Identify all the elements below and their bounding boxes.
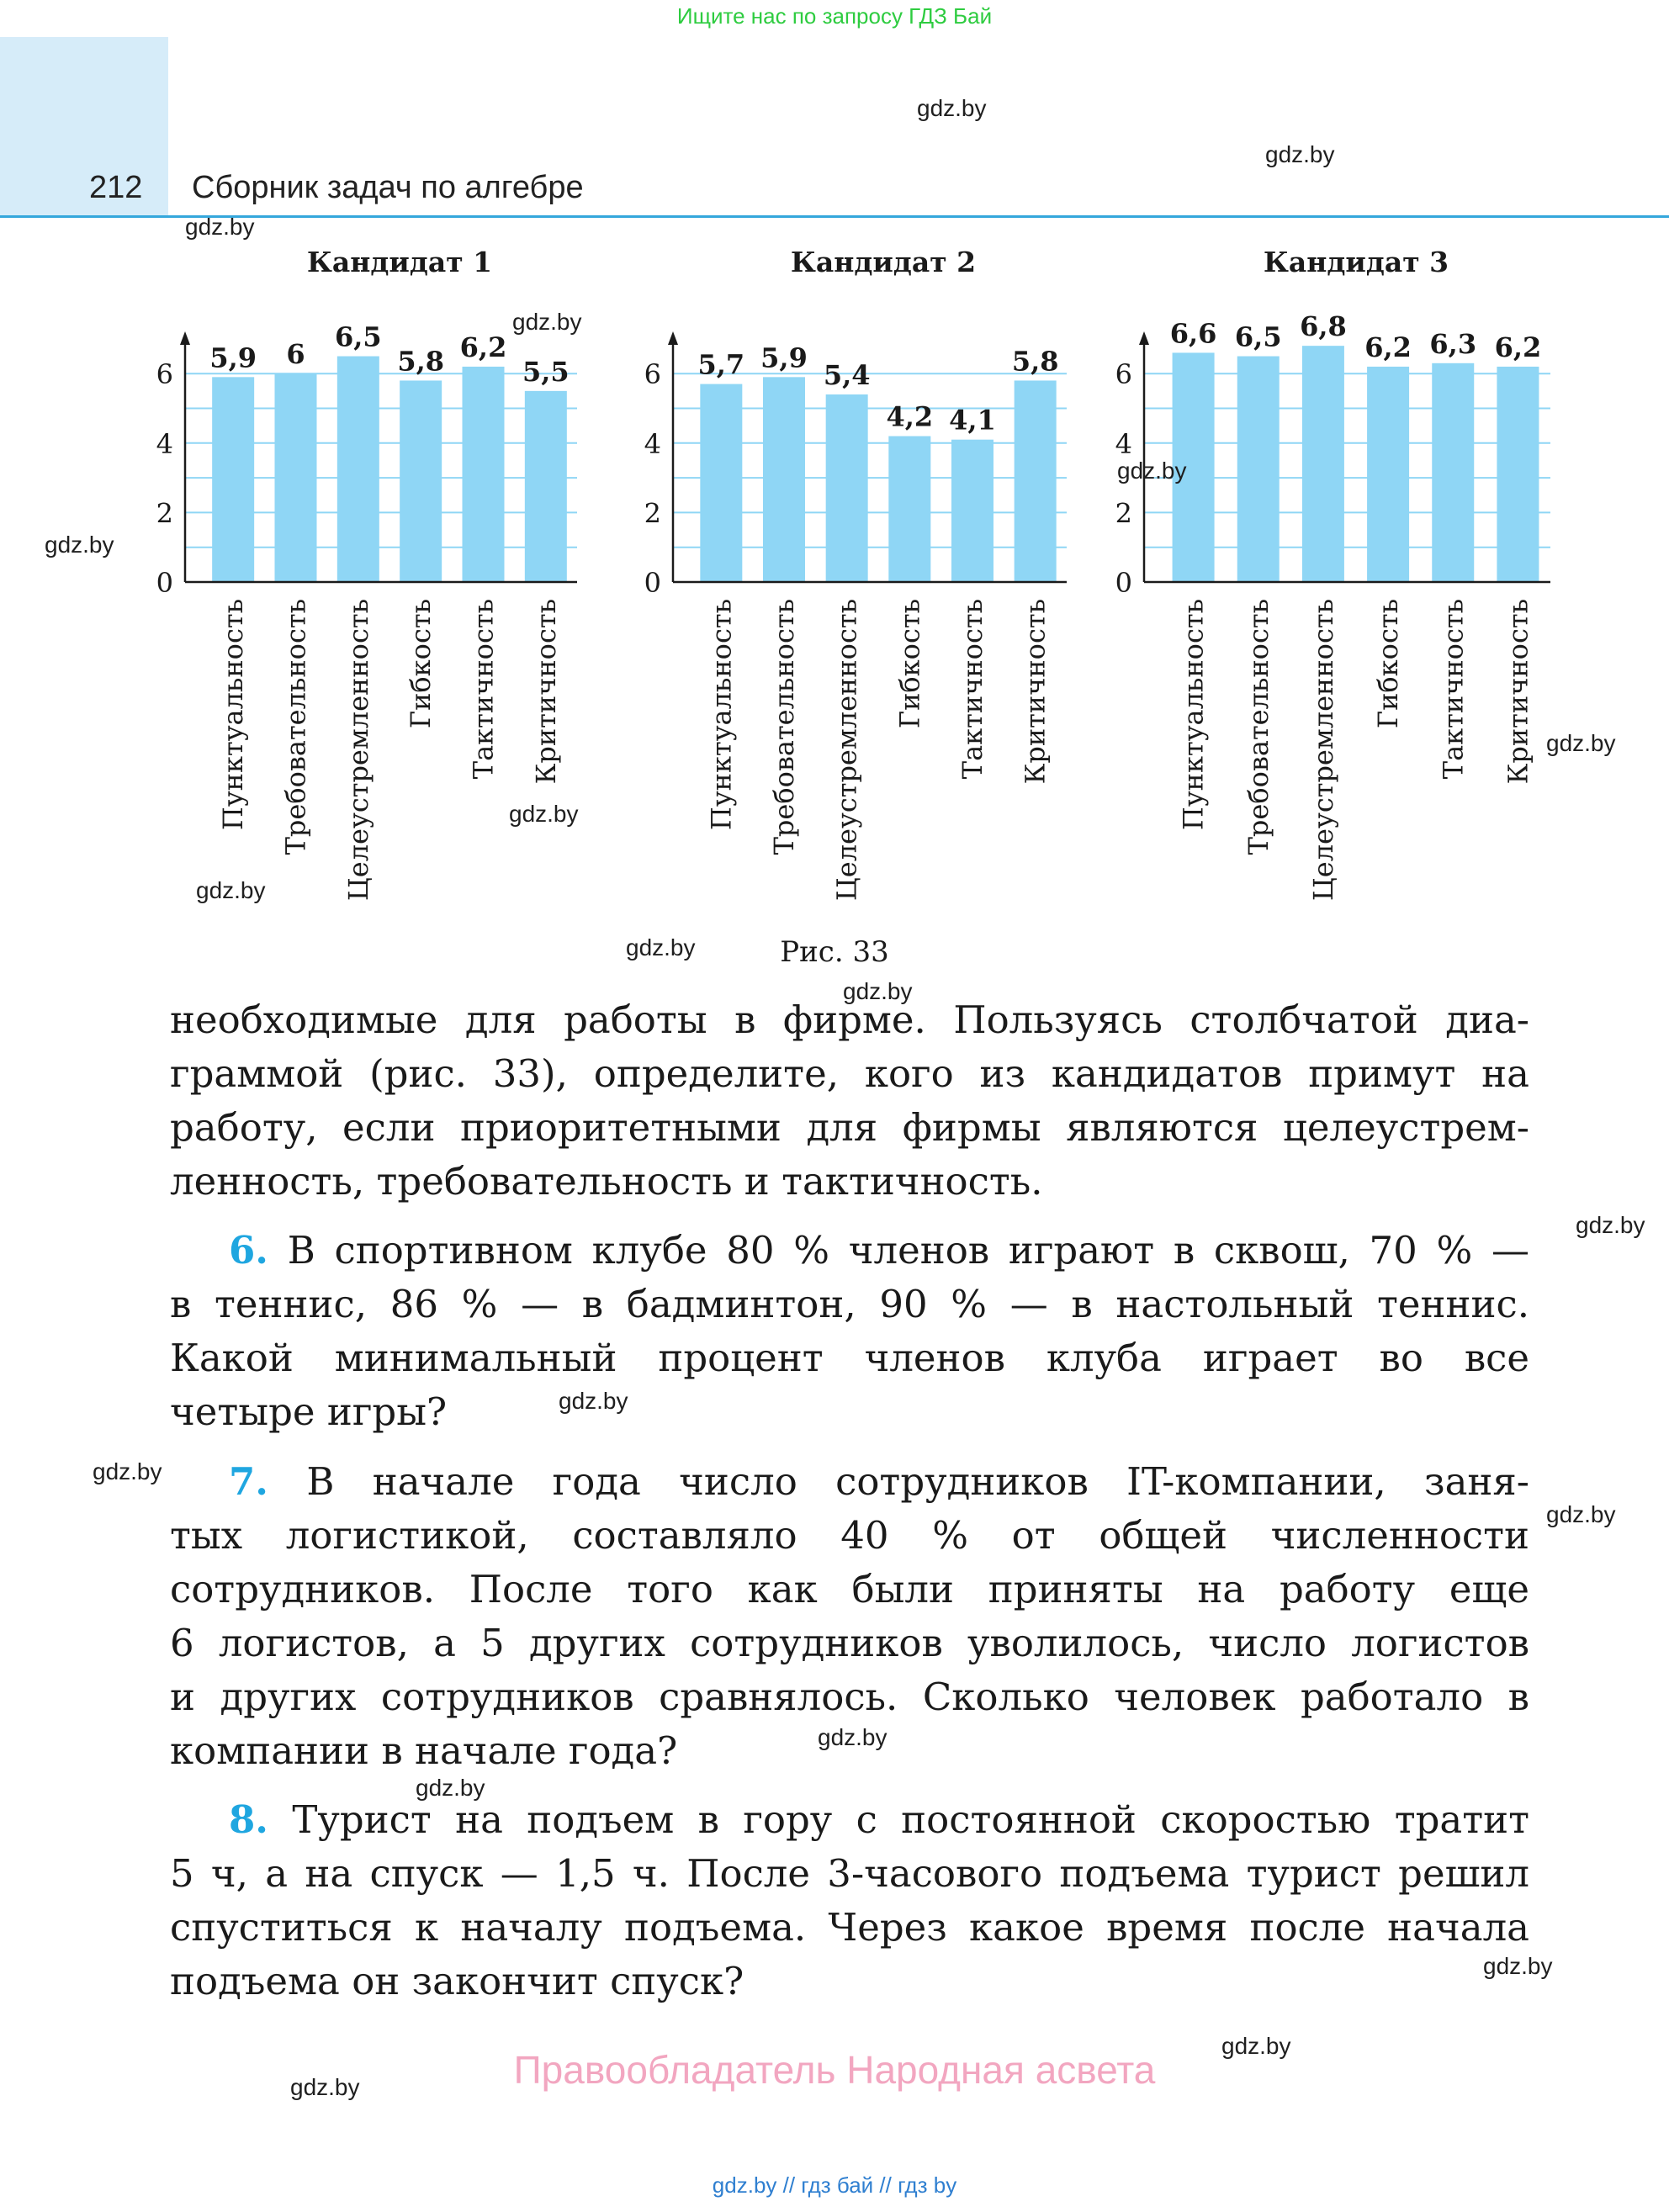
problem-6 xyxy=(170,1224,1529,1439)
figure-caption: Рис. 33 xyxy=(780,935,889,969)
bar-value-label: 6,3 xyxy=(1429,327,1477,360)
y-tick-label: 0 xyxy=(156,567,173,599)
bar xyxy=(1497,367,1539,582)
y-tick-label: 4 xyxy=(156,427,173,460)
category-label: Требовательность xyxy=(768,599,800,855)
bar-value-label: 5,9 xyxy=(760,341,808,374)
problem-text: В спортивном клубе 80 % членов играют в сквош, 70 % — xyxy=(287,1228,1529,1273)
bar-value-label: 4,1 xyxy=(949,404,996,437)
chart-title-2: Кандидат 2 xyxy=(790,246,977,278)
y-tick-label: 0 xyxy=(1115,567,1132,599)
problem-text: Турист на подъем в гору с постоянной скоростью тратит xyxy=(292,1797,1530,1842)
chart-candidate-3 xyxy=(1115,310,1550,901)
y-tick-label: 6 xyxy=(1115,358,1132,391)
watermark: gdz.by xyxy=(1546,1501,1616,1527)
bar xyxy=(1015,380,1057,582)
bar xyxy=(275,373,317,582)
bar xyxy=(1367,367,1409,582)
watermark: gdz.by xyxy=(45,532,114,558)
y-tick-label: 2 xyxy=(156,497,173,530)
category-label: Критичность xyxy=(529,599,562,785)
text-line: сотрудников. После того как были приняты на работу еще xyxy=(170,1567,1529,1611)
bar xyxy=(700,384,742,582)
bar-value-label: 6,8 xyxy=(1300,310,1347,343)
y-tick-label: 6 xyxy=(644,358,661,391)
y-axis-arrow xyxy=(180,331,190,345)
bar-value-label: 6,5 xyxy=(1234,320,1282,353)
watermark: gdz.by xyxy=(559,1388,628,1414)
problem-8 xyxy=(170,1793,1529,2008)
top-banner[interactable]: Ищите нас по запросу ГДЗ Бай xyxy=(676,3,993,29)
watermark: gdz.by xyxy=(290,2074,360,2100)
y-tick-label: 0 xyxy=(644,567,661,599)
watermark: gdz.by xyxy=(843,978,913,1004)
bar xyxy=(951,440,993,582)
problem-first-line xyxy=(170,1224,1529,1278)
text-line: работу, если приоритетными для фирмы являются целеустрем- xyxy=(170,1105,1529,1150)
watermark: gdz.by xyxy=(1483,1953,1553,1979)
y-tick-label: 4 xyxy=(1115,427,1132,460)
bar-value-label: 5,8 xyxy=(1011,345,1059,378)
text-line: подъема он закончит спуск? xyxy=(170,1959,744,2003)
text-line: Какой минимальный процент членов клуба играет во все xyxy=(170,1336,1529,1380)
watermark: gdz.by xyxy=(196,877,266,903)
watermark: gdz.by xyxy=(416,1775,485,1801)
problem-first-line xyxy=(170,1455,1529,1509)
bar xyxy=(763,377,805,582)
watermark: gdz.by xyxy=(1117,458,1187,484)
page-number: 212 xyxy=(89,170,143,205)
watermark: gdz.by xyxy=(626,934,696,960)
copyright-notice: Правообладатель Народная асвета xyxy=(513,2048,1156,2092)
watermark: gdz.by xyxy=(1576,1212,1645,1238)
watermark: gdz.by xyxy=(1221,2033,1291,2059)
category-label: Целеустремленность xyxy=(830,599,863,902)
category-label: Критичность xyxy=(1019,599,1052,785)
chart-title-3: Кандидат 3 xyxy=(1263,246,1449,278)
footer-links[interactable]: gdz.by // гдз бай // гдз by xyxy=(712,2172,957,2198)
chart-candidate-2 xyxy=(644,331,1067,901)
bar-value-label: 6 xyxy=(286,338,305,371)
problem-number: 7. xyxy=(229,1459,268,1504)
bar xyxy=(1302,346,1344,582)
problem-number: 8. xyxy=(229,1797,268,1842)
watermark: gdz.by xyxy=(93,1458,162,1484)
category-label: Гибкость xyxy=(1372,599,1405,729)
category-label: Пунктуальность xyxy=(705,598,738,831)
bar-value-label: 6,2 xyxy=(1364,331,1412,363)
text-line: в теннис, 86 % — в бадминтон, 90 % — в настольный теннис. xyxy=(170,1282,1529,1326)
category-label: Целеустремленность xyxy=(342,599,374,902)
text-line: ленность, требовательность и тактичность. xyxy=(170,1159,1043,1204)
bar-value-label: 5,8 xyxy=(397,345,445,378)
text-line: 5 ч, а на спуск — 1,5 ч. После 3-часового подъема турист решил xyxy=(170,1851,1529,1896)
bar-value-label: 5,7 xyxy=(697,348,745,381)
category-label: Требовательность xyxy=(1242,599,1274,855)
bar xyxy=(463,367,505,582)
category-label: Пунктуальность xyxy=(217,599,250,831)
bar-charts xyxy=(0,0,1669,925)
bar-value-label: 5,9 xyxy=(209,341,257,374)
category-label: Гибкость xyxy=(893,599,926,729)
bar-value-label: 5,5 xyxy=(522,355,570,388)
bar xyxy=(525,391,567,582)
y-tick-label: 6 xyxy=(156,358,173,391)
chart-title-1: Кандидат 1 xyxy=(306,246,493,278)
text-line: 6 логистов, а 5 других сотрудников уволилось, число логистов xyxy=(170,1621,1529,1665)
bar-value-label: 4,2 xyxy=(886,400,934,433)
bar xyxy=(1237,357,1280,582)
y-tick-label: 2 xyxy=(1115,497,1132,530)
problem-number: 6. xyxy=(229,1228,268,1273)
y-axis-arrow xyxy=(668,331,678,345)
bar-value-label: 6,6 xyxy=(1169,317,1217,350)
y-tick-label: 2 xyxy=(644,497,661,530)
bar xyxy=(826,394,868,582)
text-line: четыре игры? xyxy=(170,1389,448,1434)
watermark: gdz.by xyxy=(1265,141,1335,167)
text-line: граммой (рис. 33), определите, кого из кандидатов примут на xyxy=(170,1051,1529,1096)
y-axis-arrow xyxy=(1139,331,1149,345)
book-title: Сборник задач по алгебре xyxy=(192,170,584,205)
text-line: необходимые для работы в фирме. Пользуясь столбчатой диа- xyxy=(170,998,1529,1042)
category-label: Тактичность xyxy=(1437,599,1470,780)
bar xyxy=(1432,363,1474,582)
bar xyxy=(337,357,379,582)
category-label: Целеустремленность xyxy=(1306,599,1339,902)
bar-value-label: 6,2 xyxy=(1494,331,1542,363)
category-label: Требовательность xyxy=(279,599,312,855)
category-label: Пунктуальность xyxy=(1177,599,1210,831)
problem-text: В начале года число сотрудников IT-компании, заня- xyxy=(306,1459,1529,1504)
watermark: gdz.by xyxy=(509,801,579,827)
watermark: gdz.by xyxy=(917,95,987,121)
category-label: Критичность xyxy=(1502,599,1534,785)
category-label: Гибкость xyxy=(405,599,437,729)
y-tick-label: 4 xyxy=(644,427,661,460)
bar xyxy=(400,380,442,582)
bar-value-label: 5,4 xyxy=(823,358,871,391)
watermark: gdz.by xyxy=(818,1724,887,1750)
category-label: Тактичность xyxy=(467,599,500,780)
bar-value-label: 6,5 xyxy=(334,320,382,353)
bar xyxy=(212,377,254,582)
bar xyxy=(888,437,930,582)
problem-first-line xyxy=(170,1793,1529,1847)
text-line: спуститься к началу подъема. Через какое время после начала xyxy=(170,1905,1529,1950)
bar-value-label: 6,2 xyxy=(459,331,507,363)
watermark: gdz.by xyxy=(1546,730,1616,756)
category-label: Тактичность xyxy=(956,599,988,780)
text-line: и других сотрудников сравнялось. Сколько человек работало в xyxy=(170,1675,1529,1719)
text-line: тых логистикой, составляло 40 % от общей численности xyxy=(170,1513,1529,1558)
watermark: gdz.by xyxy=(185,214,255,240)
intro-paragraph xyxy=(170,993,1529,1209)
text-line: компании в начале года? xyxy=(170,1728,678,1773)
watermark: gdz.by xyxy=(512,309,582,335)
